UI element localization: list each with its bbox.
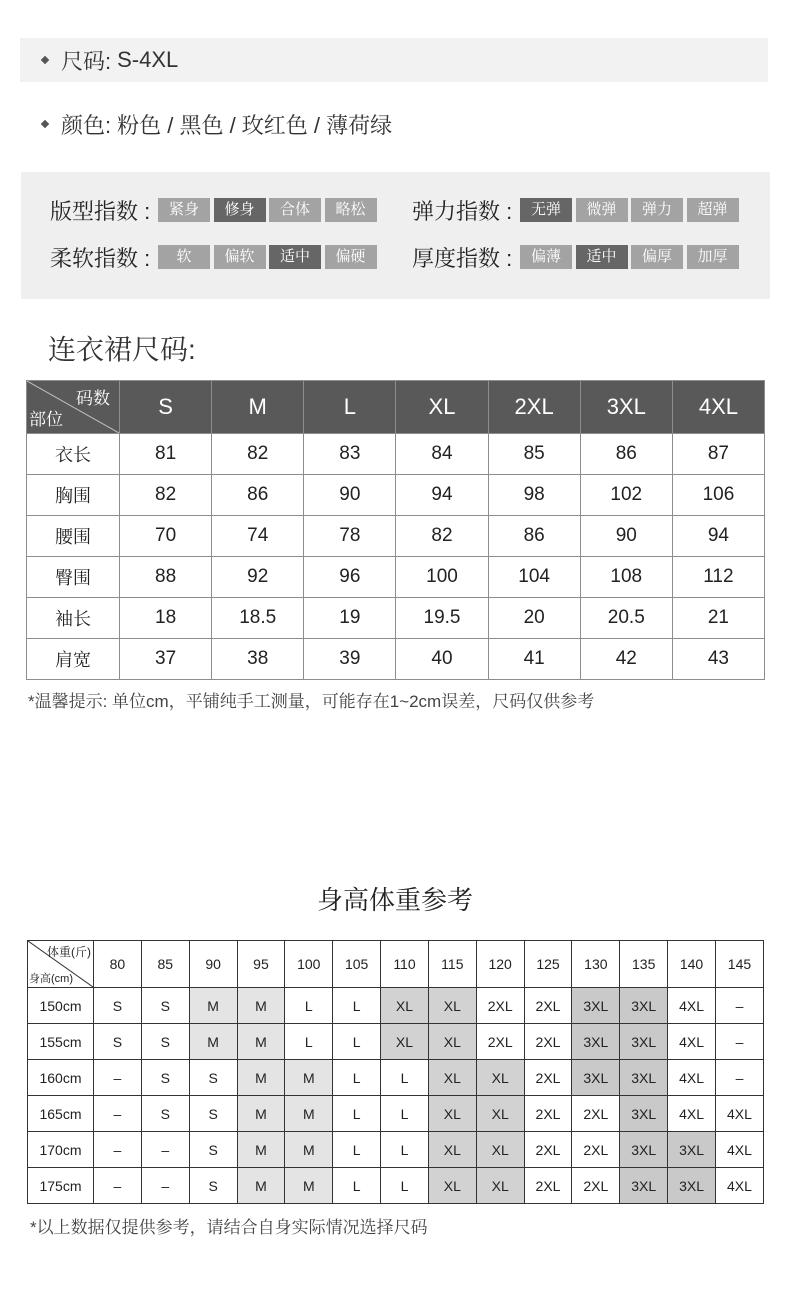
index-group <box>50 245 412 269</box>
recommended-size-cell: L <box>381 1132 429 1168</box>
height-label: 150cm <box>28 988 94 1024</box>
fabric-index-panel <box>21 172 770 299</box>
recommended-size-cell: 2XL <box>572 1096 620 1132</box>
recommended-size-cell: – <box>715 1060 763 1096</box>
size-info-band <box>20 38 768 82</box>
recommended-size-cell: XL <box>476 1168 524 1204</box>
measurement-cell: 81 <box>120 434 212 475</box>
index-tag: 软 <box>158 245 210 269</box>
size-header-cell: M <box>212 381 304 434</box>
measurement-cell: 84 <box>396 434 488 475</box>
weight-header-cell: 115 <box>428 941 476 988</box>
weight-header-cell: 80 <box>94 941 142 988</box>
size-header-cell: S <box>120 381 212 434</box>
measurement-cell: 86 <box>488 516 580 557</box>
dress-size-table <box>26 380 765 680</box>
measurement-cell: 20 <box>488 598 580 639</box>
index-label: 柔软指数 : <box>50 245 151 271</box>
recommended-size-cell: L <box>333 1096 381 1132</box>
recommended-size-cell: XL <box>381 1024 429 1060</box>
measurement-row <box>27 639 765 680</box>
size-info-line <box>42 38 178 82</box>
measurement-cell: 42 <box>580 639 672 680</box>
recommended-size-cell: 3XL <box>620 1096 668 1132</box>
recommended-size-cell: 3XL <box>620 1132 668 1168</box>
recommended-size-cell: 4XL <box>715 1132 763 1168</box>
recommended-size-cell: 2XL <box>524 1168 572 1204</box>
measurement-label: 肩宽 <box>27 639 120 680</box>
size-header-cell: L <box>304 381 396 434</box>
weight-header-cell: 145 <box>715 941 763 988</box>
recommended-size-cell: – <box>715 988 763 1024</box>
recommended-size-cell: – <box>94 1060 142 1096</box>
measurement-cell: 87 <box>672 434 764 475</box>
recommended-size-cell: 2XL <box>572 1168 620 1204</box>
recommended-size-cell: S <box>141 1024 189 1060</box>
measurement-cell: 90 <box>580 516 672 557</box>
recommended-size-cell: 3XL <box>572 1060 620 1096</box>
height-row <box>28 1168 764 1204</box>
recommended-size-cell: 4XL <box>715 1096 763 1132</box>
index-tag-selected: 无弹 <box>520 198 572 222</box>
corner-header-cell <box>28 941 94 988</box>
index-tag: 超弹 <box>687 198 739 222</box>
recommended-size-cell: XL <box>428 1168 476 1204</box>
recommended-size-cell: S <box>189 1168 237 1204</box>
weight-header-cell: 125 <box>524 941 572 988</box>
recommended-size-cell: L <box>333 1168 381 1204</box>
dress-size-title: 连衣裙尺码: <box>48 334 196 365</box>
measurement-cell: 19.5 <box>396 598 488 639</box>
recommended-size-cell: S <box>189 1060 237 1096</box>
index-tag: 弹力 <box>631 198 683 222</box>
measurement-cell: 37 <box>120 639 212 680</box>
weight-header-cell: 90 <box>189 941 237 988</box>
recommended-size-cell: L <box>333 1024 381 1060</box>
corner-part-label: 部位 <box>29 410 63 429</box>
recommended-size-cell: 3XL <box>668 1132 716 1168</box>
measurement-row <box>27 434 765 475</box>
height-weight-title: 身高体重参考 <box>316 885 473 915</box>
recommended-size-cell: L <box>285 988 333 1024</box>
measurement-label: 袖长 <box>27 598 120 639</box>
recommended-size-cell: M <box>237 988 285 1024</box>
index-group <box>412 245 774 269</box>
table-body <box>27 434 765 680</box>
measurement-cell: 96 <box>304 557 396 598</box>
index-tag-selected: 修身 <box>214 198 266 222</box>
index-tag-selected: 适中 <box>576 245 628 269</box>
recommended-size-cell: XL <box>476 1096 524 1132</box>
recommended-size-cell: S <box>189 1132 237 1168</box>
measurement-cell: 82 <box>396 516 488 557</box>
index-label: 厚度指数 : <box>412 245 513 271</box>
index-label: 版型指数 : <box>50 198 151 224</box>
measurement-cell: 85 <box>488 434 580 475</box>
measurement-cell: 78 <box>304 516 396 557</box>
measurement-cell: 94 <box>672 516 764 557</box>
weight-header-cell: 95 <box>237 941 285 988</box>
measurement-cell: 39 <box>304 639 396 680</box>
reference-note: *以上数据仅提供参考，请结合自身实际情况选择尺码 <box>30 1218 428 1237</box>
recommended-size-cell: M <box>237 1096 285 1132</box>
measurement-row <box>27 475 765 516</box>
measurement-cell: 18.5 <box>212 598 304 639</box>
recommended-size-cell: 3XL <box>620 1060 668 1096</box>
recommended-size-cell: S <box>141 988 189 1024</box>
recommended-size-cell: – <box>94 1168 142 1204</box>
weight-header-cell: 140 <box>668 941 716 988</box>
measurement-cell: 106 <box>672 475 764 516</box>
measurement-cell: 100 <box>396 557 488 598</box>
weight-header-cell: 100 <box>285 941 333 988</box>
recommended-size-cell: 3XL <box>572 988 620 1024</box>
measurement-note: *温馨提示: 单位cm，平铺纯手工测量，可能存在1~2cm误差，尺码仅供参考 <box>28 692 595 711</box>
recommended-size-cell: 3XL <box>668 1168 716 1204</box>
recommended-size-cell: M <box>237 1132 285 1168</box>
weight-header-cell: 130 <box>572 941 620 988</box>
recommended-size-cell: 3XL <box>572 1024 620 1060</box>
height-weight-table <box>27 940 764 1204</box>
index-group <box>50 198 412 222</box>
index-group <box>412 198 774 222</box>
recommended-size-cell: – <box>715 1024 763 1060</box>
height-label: 175cm <box>28 1168 94 1204</box>
measurement-cell: 43 <box>672 639 764 680</box>
measurement-cell: 104 <box>488 557 580 598</box>
index-tag: 偏厚 <box>631 245 683 269</box>
weight-header-cell: 120 <box>476 941 524 988</box>
recommended-size-cell: 2XL <box>524 1132 572 1168</box>
measurement-cell: 40 <box>396 639 488 680</box>
recommended-size-cell: 3XL <box>620 988 668 1024</box>
recommended-size-cell: 2XL <box>524 1024 572 1060</box>
recommended-size-cell: S <box>141 1096 189 1132</box>
height-label: 170cm <box>28 1132 94 1168</box>
recommended-size-cell: M <box>237 1060 285 1096</box>
recommended-size-cell: L <box>333 988 381 1024</box>
measurement-cell: 102 <box>580 475 672 516</box>
size-header-cell: 4XL <box>672 381 764 434</box>
size-header-cell: XL <box>396 381 488 434</box>
recommended-size-cell: – <box>141 1168 189 1204</box>
recommended-size-cell: XL <box>428 988 476 1024</box>
recommended-size-cell: XL <box>428 1060 476 1096</box>
measurement-label: 腰围 <box>27 516 120 557</box>
recommended-size-cell: 2XL <box>524 1060 572 1096</box>
recommended-size-cell: 4XL <box>715 1168 763 1204</box>
height-row <box>28 1060 764 1096</box>
table-header <box>28 941 764 988</box>
height-row <box>28 1132 764 1168</box>
recommended-size-cell: XL <box>476 1132 524 1168</box>
recommended-size-cell: – <box>94 1132 142 1168</box>
recommended-size-cell: XL <box>381 988 429 1024</box>
index-tag: 紧身 <box>158 198 210 222</box>
measurement-cell: 112 <box>672 557 764 598</box>
weight-header-cell: 135 <box>620 941 668 988</box>
measurement-cell: 18 <box>120 598 212 639</box>
height-label: 155cm <box>28 1024 94 1060</box>
measurement-label: 臀围 <box>27 557 120 598</box>
index-tag-selected: 适中 <box>269 245 321 269</box>
recommended-size-cell: M <box>285 1060 333 1096</box>
measurement-row <box>27 557 765 598</box>
measurement-cell: 88 <box>120 557 212 598</box>
table-header <box>27 381 765 434</box>
recommended-size-cell: M <box>285 1132 333 1168</box>
height-row <box>28 1024 764 1060</box>
color-options-value: 粉色 / 黑色 / 玫红色 / 薄荷绿 <box>117 112 393 138</box>
recommended-size-cell: 3XL <box>620 1024 668 1060</box>
recommended-size-cell: M <box>285 1168 333 1204</box>
recommended-size-cell: 2XL <box>524 988 572 1024</box>
index-label: 弹力指数 : <box>412 198 513 224</box>
recommended-size-cell: L <box>285 1024 333 1060</box>
recommended-size-cell: 4XL <box>668 988 716 1024</box>
recommended-size-cell: S <box>141 1060 189 1096</box>
index-tag: 合体 <box>269 198 321 222</box>
recommended-size-cell: XL <box>428 1096 476 1132</box>
recommended-size-cell: XL <box>476 1060 524 1096</box>
measurement-cell: 94 <box>396 475 488 516</box>
index-tag: 加厚 <box>687 245 739 269</box>
recommended-size-cell: 2XL <box>476 988 524 1024</box>
measurement-cell: 98 <box>488 475 580 516</box>
measurement-cell: 90 <box>304 475 396 516</box>
size-header-cell: 3XL <box>580 381 672 434</box>
measurement-label: 胸围 <box>27 475 120 516</box>
index-tag: 略松 <box>325 198 377 222</box>
corner-size-label: 码数 <box>76 389 110 408</box>
recommended-size-cell: 2XL <box>476 1024 524 1060</box>
index-tag: 偏薄 <box>520 245 572 269</box>
weight-header-cell: 85 <box>141 941 189 988</box>
height-label: 165cm <box>28 1096 94 1132</box>
corner-weight-label: 体重(斤) <box>47 945 91 959</box>
weight-header-cell: 105 <box>333 941 381 988</box>
recommended-size-cell: XL <box>428 1132 476 1168</box>
measurement-cell: 83 <box>304 434 396 475</box>
diamond-bullet-icon <box>41 56 49 64</box>
color-label: 颜色: <box>61 112 112 138</box>
recommended-size-cell: S <box>94 1024 142 1060</box>
color-info-line <box>42 106 392 142</box>
measurement-cell: 108 <box>580 557 672 598</box>
recommended-size-cell: M <box>237 1024 285 1060</box>
measurement-cell: 82 <box>212 434 304 475</box>
recommended-size-cell: S <box>189 1096 237 1132</box>
recommended-size-cell: L <box>333 1060 381 1096</box>
size-header-cell: 2XL <box>488 381 580 434</box>
recommended-size-cell: XL <box>428 1024 476 1060</box>
diamond-bullet-icon <box>41 120 49 128</box>
measurement-cell: 86 <box>212 475 304 516</box>
recommended-size-cell: M <box>237 1168 285 1204</box>
recommended-size-cell: 2XL <box>572 1132 620 1168</box>
measurement-cell: 41 <box>488 639 580 680</box>
recommended-size-cell: L <box>333 1132 381 1168</box>
recommended-size-cell: – <box>141 1132 189 1168</box>
measurement-row <box>27 598 765 639</box>
recommended-size-cell: L <box>381 1060 429 1096</box>
corner-header-cell <box>27 381 120 434</box>
index-tag: 微弹 <box>576 198 628 222</box>
table-body <box>28 988 764 1204</box>
measurement-cell: 86 <box>580 434 672 475</box>
size-label: 尺码: <box>61 48 112 74</box>
header-row <box>28 941 764 988</box>
height-row <box>28 988 764 1024</box>
measurement-cell: 74 <box>212 516 304 557</box>
measurement-cell: 20.5 <box>580 598 672 639</box>
recommended-size-cell: M <box>189 988 237 1024</box>
size-range-value: S-4XL <box>117 47 179 72</box>
recommended-size-cell: 3XL <box>620 1168 668 1204</box>
recommended-size-cell: – <box>94 1096 142 1132</box>
measurement-cell: 38 <box>212 639 304 680</box>
measurement-cell: 92 <box>212 557 304 598</box>
measurement-row <box>27 516 765 557</box>
measurement-label: 衣长 <box>27 434 120 475</box>
measurement-cell: 82 <box>120 475 212 516</box>
measurement-cell: 19 <box>304 598 396 639</box>
recommended-size-cell: M <box>189 1024 237 1060</box>
recommended-size-cell: 2XL <box>524 1096 572 1132</box>
weight-header-cell: 110 <box>381 941 429 988</box>
corner-height-label: 身高(cm) <box>29 973 73 985</box>
measurement-cell: 70 <box>120 516 212 557</box>
recommended-size-cell: M <box>285 1096 333 1132</box>
recommended-size-cell: S <box>94 988 142 1024</box>
recommended-size-cell: L <box>381 1168 429 1204</box>
recommended-size-cell: L <box>381 1096 429 1132</box>
recommended-size-cell: 4XL <box>668 1060 716 1096</box>
index-tag: 偏软 <box>214 245 266 269</box>
measurement-cell: 21 <box>672 598 764 639</box>
height-label: 160cm <box>28 1060 94 1096</box>
recommended-size-cell: 4XL <box>668 1096 716 1132</box>
height-row <box>28 1096 764 1132</box>
header-row <box>27 381 765 434</box>
index-tag: 偏硬 <box>325 245 377 269</box>
recommended-size-cell: 4XL <box>668 1024 716 1060</box>
